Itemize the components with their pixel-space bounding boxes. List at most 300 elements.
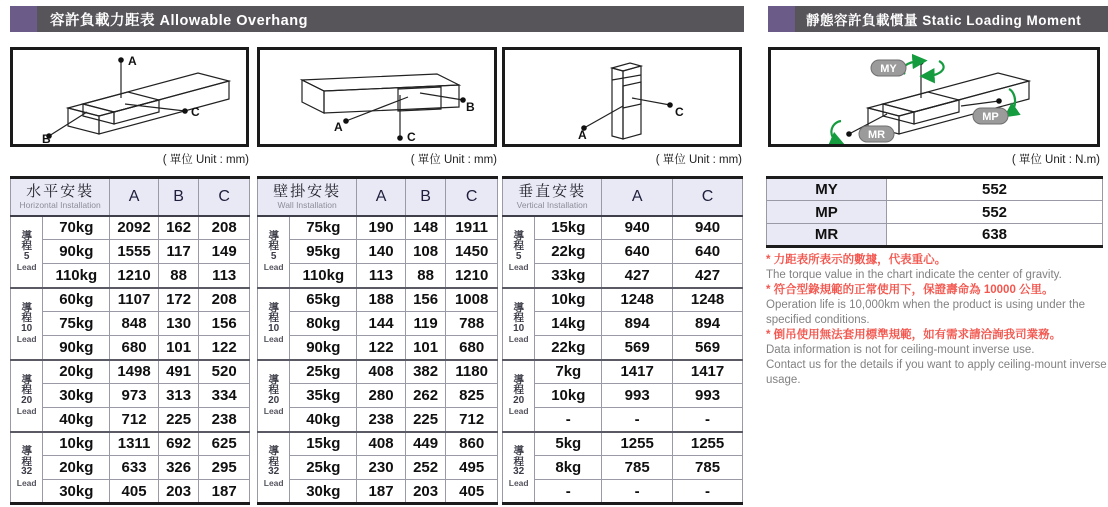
accent-block [10,6,37,32]
value-cell: 1248 [673,288,743,312]
table-head [258,178,498,216]
badge-my: MY [880,63,897,75]
value-cell: 252 [405,456,446,480]
load-cell: 110kg [290,264,357,288]
moment-label: MP [767,201,887,224]
value-cell: 280 [357,384,406,408]
load-cell: 22kg [535,336,602,360]
header-row [503,178,743,216]
lead-zh-char: 程 [268,312,279,324]
table-row [11,360,250,384]
col-header-c: C [199,178,250,216]
moment-table-container [766,176,1102,248]
lead-number: 20 [268,394,280,406]
wall-installation-drawing [260,50,494,144]
value-cell: 427 [602,264,673,288]
lead-en: Lead [263,406,284,416]
lead-cell [11,288,43,360]
note-line: Data information is not for ceiling-mount inverse use. [766,344,1035,356]
value-cell: 1210 [446,264,498,288]
load-cell: 25kg [290,360,357,384]
load-cell: 30kg [290,480,357,504]
value-cell: 625 [199,432,250,456]
lead-en: Lead [263,262,284,272]
load-cell: - [535,480,602,504]
wall-table-container [257,176,498,505]
table-row [258,288,498,312]
table-row [11,384,250,408]
vertical-installation-table [502,176,743,505]
lead-number: 5 [515,250,522,262]
value-cell: 825 [446,384,498,408]
horizontal-table-container [10,176,250,505]
lead-zh-char: 導 [513,373,524,386]
lead-zh-char: 導 [513,301,524,314]
table-title-zh: 垂直安裝 [518,183,587,201]
col-header-a: A [602,178,673,216]
axis-label-b: B [42,132,51,144]
note-line: * 符合型錄規範的正常使用下，保證壽命為 10000 公里。 [766,284,1054,296]
value-cell: 569 [602,336,673,360]
table-row [258,264,498,288]
lead-cell [503,360,535,432]
value-cell: 2092 [110,216,159,240]
table-row [258,408,498,432]
value-cell: 225 [405,408,446,432]
lead-cell [503,432,535,504]
lead-cell [258,288,290,360]
table-row [11,288,250,312]
load-cell: 75kg [290,216,357,240]
lead-zh-char: 導 [268,373,279,386]
table-row [503,456,743,480]
value-cell: 208 [199,216,250,240]
value-cell: 122 [357,336,406,360]
table-row [258,360,498,384]
section-title: 靜態容許負載慣量 Static Loading Moment [806,13,1082,28]
table-body [767,178,1103,247]
lead-cell [258,432,290,504]
moment-row [767,224,1103,247]
table-row [11,336,250,360]
value-cell: 1248 [602,288,673,312]
lead-en: Lead [16,477,37,488]
unit-caption-nm: ( 單位 Unit : N.m) [1011,154,1100,166]
table-row [258,456,498,480]
load-cell: 95kg [290,240,357,264]
load-cell: 80kg [290,312,357,336]
note-line: Contact us for the details if you want to apply ceiling-mount inverse usage. [766,359,1107,386]
badge-mp: MP [982,111,999,123]
table-title-zh: 水平安裝 [26,183,95,201]
table-row [258,432,498,456]
value-cell: 108 [405,240,446,264]
value-cell: 680 [110,336,159,360]
value-cell: 382 [405,360,446,384]
lead-zh-char: 程 [268,384,279,396]
diagram-wall-installation [257,47,497,147]
lead-zh-char: 程 [513,312,524,324]
load-cell: 20kg [43,360,110,384]
value-cell: - [602,480,673,504]
section-title: 容許負載力距表 Allowable Overhang [50,12,308,29]
value-cell: 1417 [602,360,673,384]
axis-label-c: C [407,130,416,144]
value-cell: 149 [199,240,250,264]
load-cell: 15kg [535,216,602,240]
table-row [11,312,250,336]
lead-zh-char: 程 [513,240,524,252]
load-cell: 30kg [43,384,110,408]
table-row [258,240,498,264]
value-cell: 449 [405,432,446,456]
moment-label: MY [767,178,887,201]
lead-number: 32 [513,466,525,478]
lead-zh-char: 導 [21,301,32,314]
value-cell: 1210 [110,264,159,288]
value-cell: 313 [158,384,199,408]
table-title-en: Wall Installation [277,200,337,211]
value-cell: 1180 [446,360,498,384]
table-row [11,432,250,456]
value-cell: - [602,408,673,432]
value-cell: 848 [110,312,159,336]
table-title-cell [11,178,110,216]
header-row [11,178,250,216]
load-cell: 65kg [290,288,357,312]
notes [766,253,1108,388]
value-cell: 113 [199,264,250,288]
value-cell: 788 [446,312,498,336]
col-header-a: A [110,178,159,216]
table-row [503,432,743,456]
col-header-b: B [405,178,446,216]
table-head [11,178,250,216]
lead-number: 5 [23,250,30,262]
table-row [258,480,498,504]
unit-caption-mm: ( 單位 Unit : mm) [655,154,742,166]
lead-number: 10 [513,322,525,334]
load-cell: 40kg [43,408,110,432]
lead-en: Lead [508,262,529,272]
value-cell: 140 [357,240,406,264]
diagram-static-loading-moment [768,47,1100,147]
wall-installation-table [257,176,498,505]
load-cell: 110kg [43,264,110,288]
value-cell: 238 [357,408,406,432]
value-cell: 785 [673,456,743,480]
table-row [503,312,743,336]
value-cell: 295 [199,456,250,480]
table-row [258,336,498,360]
col-header-c: C [673,178,743,216]
value-cell: 130 [158,312,199,336]
header-row [258,178,498,216]
table-body [258,216,498,504]
load-cell: 40kg [290,408,357,432]
axis-label-a: A [128,54,137,68]
table-row [11,216,250,240]
value-cell: 1255 [602,432,673,456]
value-cell: 187 [357,480,406,504]
table-title-en: Horizontal Installation [19,200,101,211]
table-row [258,312,498,336]
lead-en: Lead [508,477,529,488]
value-cell: 225 [158,408,199,432]
load-cell: 90kg [290,336,357,360]
value-cell: 238 [199,408,250,432]
load-cell: 8kg [535,456,602,480]
axis-label-b: B [466,100,475,114]
table-row [11,408,250,432]
lead-number: 20 [21,394,33,406]
table-title-cell [258,178,357,216]
lead-zh-char: 導 [513,445,524,458]
value-cell: 993 [673,384,743,408]
load-cell: 10kg [43,432,110,456]
value-cell: 408 [357,360,406,384]
moment-badges [859,60,1008,142]
col-header-b: B [158,178,199,216]
unit-caption-mm: ( 單位 Unit : mm) [162,154,249,166]
lead-zh-char: 程 [513,455,524,468]
table-row [258,384,498,408]
lead-zh-char: 導 [268,445,279,458]
lead-cell [11,360,43,432]
lead-cell [11,432,43,504]
value-cell: 122 [199,336,250,360]
table-row [503,360,743,384]
lead-number: 32 [268,466,280,478]
table-title-cell [503,178,602,216]
value-cell: 187 [199,480,250,504]
axis-label-a: A [334,120,343,134]
value-cell: 148 [405,216,446,240]
static-loading-moment-table [766,176,1103,248]
table-row [503,216,743,240]
axis-label-a: A [578,128,587,142]
value-cell: 208 [199,288,250,312]
lead-cell [258,360,290,432]
value-cell: 101 [158,336,199,360]
moment-label: MR [767,224,887,247]
value-cell: 640 [602,240,673,264]
load-cell: 90kg [43,336,110,360]
value-cell: - [673,408,743,432]
axis-label-c: C [191,105,200,119]
lead-zh-char: 導 [268,301,279,314]
table-row [503,408,743,432]
load-cell: 20kg [43,456,110,480]
table-row [11,264,250,288]
load-cell: 5kg [535,432,602,456]
value-cell: 894 [602,312,673,336]
value-cell: 680 [446,336,498,360]
value-cell: 156 [199,312,250,336]
lead-zh-char: 程 [268,240,279,252]
table-row [11,240,250,264]
value-cell: 408 [357,432,406,456]
value-cell: - [673,480,743,504]
horizontal-installation-drawing [13,50,246,144]
value-cell: 117 [158,240,199,264]
value-cell: 405 [110,480,159,504]
table-title-zh: 壁掛安裝 [273,183,342,201]
value-cell: 1498 [110,360,159,384]
table-row [11,480,250,504]
value-cell: 230 [357,456,406,480]
value-cell: 101 [405,336,446,360]
lead-zh-char: 程 [21,240,32,252]
load-cell: 10kg [535,384,602,408]
value-cell: 262 [405,384,446,408]
lead-en: Lead [508,334,529,344]
note-line: The torque value in the chart indicate the center of gravity. [766,269,1062,281]
load-cell: 14kg [535,312,602,336]
table-row [503,384,743,408]
table-row [503,336,743,360]
section-header-static-loading-moment [768,6,1108,32]
value-cell: 334 [199,384,250,408]
load-cell: 15kg [290,432,357,456]
lead-en: Lead [508,406,529,416]
value-cell: 785 [602,456,673,480]
load-cell: 70kg [43,216,110,240]
lead-zh-char: 程 [21,384,32,396]
load-cell: 60kg [43,288,110,312]
value-cell: 495 [446,456,498,480]
axis-label-c: C [675,105,684,119]
value-cell: 692 [158,432,199,456]
lead-zh-char: 導 [21,229,32,242]
table-head [503,178,743,216]
value-cell: 1107 [110,288,159,312]
table-row [503,288,743,312]
value-cell: 119 [405,312,446,336]
value-cell: 427 [673,264,743,288]
table-row [503,480,743,504]
lead-en: Lead [16,262,37,272]
load-cell: - [535,408,602,432]
value-cell: 993 [602,384,673,408]
lead-cell [503,216,535,288]
value-cell: 633 [110,456,159,480]
col-header-a: A [357,178,406,216]
note-line: * 倒吊使用無法套用標準規範，如有需求請洽詢我司業務。 [766,329,1062,341]
accent-block [768,6,795,32]
value-cell: 860 [446,432,498,456]
load-cell: 7kg [535,360,602,384]
value-cell: 162 [158,216,199,240]
unit-caption-mm: ( 單位 Unit : mm) [410,154,497,166]
moment-value: 552 [887,201,1103,224]
load-cell: 33kg [535,264,602,288]
lead-zh-char: 導 [513,229,524,242]
value-cell: 172 [158,288,199,312]
value-cell: 940 [602,216,673,240]
lead-cell [11,216,43,288]
lead-cell [258,216,290,288]
moment-directions-drawing [771,50,1097,144]
lead-zh-char: 導 [268,229,279,242]
load-cell: 30kg [43,480,110,504]
value-cell: 1417 [673,360,743,384]
value-cell: 203 [158,480,199,504]
value-cell: 405 [446,480,498,504]
moment-value: 552 [887,178,1103,201]
lead-zh-char: 導 [21,373,32,386]
value-cell: 520 [199,360,250,384]
badge-mr: MR [867,129,886,141]
load-cell: 10kg [535,288,602,312]
value-cell: 326 [158,456,199,480]
lead-number: 32 [21,466,33,478]
value-cell: 190 [357,216,406,240]
lead-number: 10 [21,322,33,334]
lead-number: 20 [513,394,525,406]
diagram-horizontal-installation [10,47,249,147]
horizontal-installation-table [10,176,250,505]
col-header-c: C [446,178,498,216]
value-cell: 1450 [446,240,498,264]
table-title-en: Vertical Installation [516,200,588,211]
load-cell: 35kg [290,384,357,408]
value-cell: 113 [357,264,406,288]
value-cell: 712 [110,408,159,432]
load-cell: 75kg [43,312,110,336]
lead-en: Lead [263,334,284,344]
lead-number: 10 [268,322,280,334]
note-line: Operation life is 10,000km when the product is using under the specified conditions. [766,299,1085,326]
value-cell: 894 [673,312,743,336]
note-line: * 力距表所表示的數據，代表重心。 [766,254,947,266]
lead-zh-char: 程 [268,455,279,468]
lead-en: Lead [263,477,284,488]
table-row [258,216,498,240]
lead-zh-char: 程 [21,312,32,324]
value-cell: 88 [405,264,446,288]
lead-zh-char: 程 [513,384,524,396]
value-cell: 144 [357,312,406,336]
vertical-installation-drawing [505,50,739,144]
value-cell: 940 [673,216,743,240]
value-cell: 491 [158,360,199,384]
table-row [11,456,250,480]
section-header-allowable-overhang [10,6,744,32]
moment-row [767,201,1103,224]
moment-row [767,178,1103,201]
value-cell: 1911 [446,216,498,240]
value-cell: 88 [158,264,199,288]
lead-zh-char: 程 [21,455,32,468]
table-row [503,264,743,288]
lead-number: 5 [270,250,277,262]
value-cell: 1555 [110,240,159,264]
value-cell: 1255 [673,432,743,456]
table-body [503,216,743,504]
value-cell: 973 [110,384,159,408]
lead-zh-char: 導 [21,445,32,458]
value-cell: 1311 [110,432,159,456]
load-cell: 25kg [290,456,357,480]
lead-cell [503,288,535,360]
value-cell: 1008 [446,288,498,312]
vertical-table-container [502,176,743,505]
value-cell: 712 [446,408,498,432]
value-cell: 156 [405,288,446,312]
load-cell: 22kg [535,240,602,264]
table-body [11,216,250,504]
